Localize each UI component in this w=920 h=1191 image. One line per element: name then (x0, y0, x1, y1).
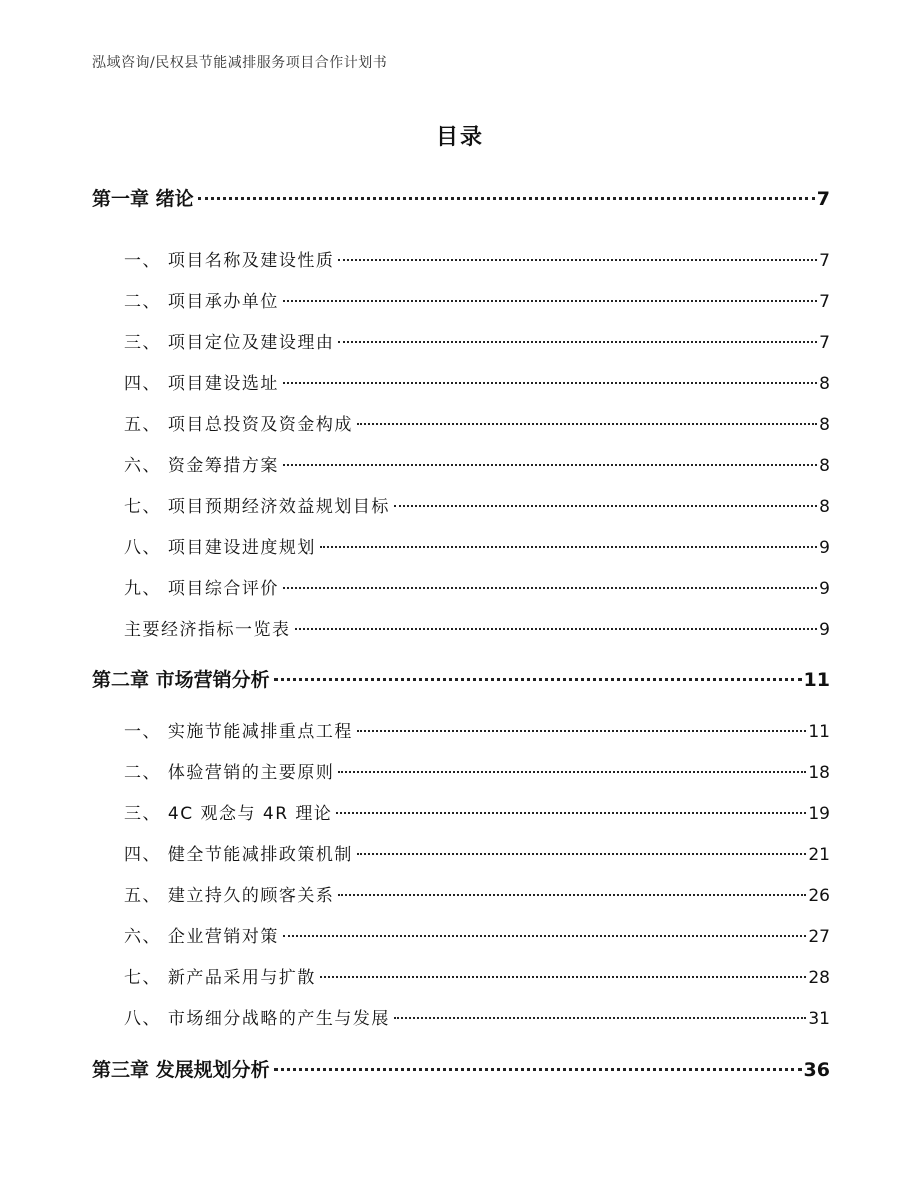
toc-section-entry[interactable] (124, 369, 830, 394)
toc-entry-label: 主要经济指标一览表 (124, 620, 291, 640)
toc-entry-label: 四、 健全节能减排政策机制 (124, 845, 353, 865)
toc-entry-label: 五、 项目总投资及资金构成 (124, 415, 353, 435)
dot-leader (338, 771, 806, 773)
toc-section-entry[interactable] (124, 328, 830, 353)
toc-page-number: 31 (808, 1009, 830, 1029)
toc-page-number: 7 (819, 251, 830, 271)
toc-entry-label: 一、 实施节能减排重点工程 (124, 722, 353, 742)
toc-section-entry[interactable] (124, 574, 830, 599)
toc-page-number: 8 (819, 456, 830, 476)
toc-page-number: 8 (819, 374, 830, 394)
toc-section-entry[interactable] (124, 840, 830, 865)
toc-entry-label: 二、 体验营销的主要原则 (124, 763, 335, 783)
toc-page-number: 7 (816, 188, 830, 210)
toc-entry-label: 七、 新产品采用与扩散 (124, 968, 316, 988)
toc-page-number: 18 (808, 763, 830, 783)
toc-page-number: 8 (819, 415, 830, 435)
toc-page-number: 9 (819, 579, 830, 599)
dot-leader (283, 464, 817, 466)
running-header: 泓域咨询/民权县节能减排服务项目合作计划书 (92, 55, 388, 71)
dot-leader (338, 259, 817, 261)
toc-section-entry[interactable] (124, 922, 830, 947)
dot-leader (394, 505, 817, 507)
toc-entry-label: 八、 项目建设进度规划 (124, 538, 316, 558)
toc-chapter-entry[interactable] (92, 665, 830, 692)
toc-page-number: 21 (808, 845, 830, 865)
toc-page-number: 7 (819, 292, 830, 312)
toc-section-entry[interactable] (124, 758, 830, 783)
toc-entry-label: 八、 市场细分战略的产生与发展 (124, 1009, 390, 1029)
toc-section-entry[interactable] (124, 287, 830, 312)
toc-section-entry[interactable] (124, 492, 830, 517)
dot-leader (394, 1017, 806, 1019)
page-title: 目录 (435, 125, 484, 150)
toc-entry-label: 六、 资金筹措方案 (124, 456, 279, 476)
toc-page-number: 26 (808, 886, 830, 906)
toc-page-number: 9 (819, 620, 830, 640)
toc-section-entry[interactable] (124, 533, 830, 558)
dot-leader (274, 678, 802, 681)
dot-leader (338, 894, 806, 896)
toc-section-entry[interactable] (124, 410, 830, 435)
toc-page-number: 7 (819, 333, 830, 353)
dot-leader (274, 1068, 802, 1071)
dot-leader (283, 382, 817, 384)
toc-entry-label: 五、 建立持久的顾客关系 (124, 886, 335, 906)
toc-entry-label: 四、 项目建设选址 (124, 374, 279, 394)
dot-leader (357, 730, 806, 732)
toc-entry-label: 第一章 绪论 (92, 188, 194, 210)
toc-entry-label: 一、 项目名称及建设性质 (124, 251, 335, 271)
dot-leader (283, 300, 817, 302)
toc-section-entry[interactable] (124, 615, 830, 640)
toc-section-entry[interactable] (124, 246, 830, 271)
toc-entry-label: 第三章 发展规划分析 (92, 1059, 270, 1081)
toc-page-number: 28 (808, 968, 830, 988)
toc-section-entry[interactable] (124, 963, 830, 988)
dot-leader (295, 628, 818, 630)
toc-section-entry[interactable] (124, 717, 830, 742)
toc-chapter-entry[interactable] (92, 184, 830, 211)
toc-entry-label: 二、 项目承办单位 (124, 292, 279, 312)
dot-leader (283, 935, 806, 937)
toc-entry-label: 九、 项目综合评价 (124, 579, 279, 599)
dot-leader (283, 587, 817, 589)
toc-entry-label: 第二章 市场营销分析 (92, 669, 270, 691)
dot-leader (357, 423, 817, 425)
toc-entry-label: 三、 4C 观念与 4R 理论 (124, 804, 333, 824)
dot-leader (320, 976, 806, 978)
dot-leader (338, 341, 817, 343)
dot-leader (357, 853, 806, 855)
toc-section-entry[interactable] (124, 799, 830, 824)
toc-section-entry[interactable] (124, 881, 830, 906)
dot-leader (336, 812, 806, 814)
toc-page-number: 8 (819, 497, 830, 517)
toc-chapter-entry[interactable] (92, 1055, 830, 1082)
toc-entry-label: 七、 项目预期经济效益规划目标 (124, 497, 390, 517)
toc-page-number: 11 (808, 722, 830, 742)
toc-entry-label: 六、 企业营销对策 (124, 927, 279, 947)
toc-page-number: 36 (803, 1059, 830, 1081)
toc-section-entry[interactable] (124, 451, 830, 476)
toc-entry-label: 三、 项目定位及建设理由 (124, 333, 335, 353)
toc-page-number: 11 (803, 669, 830, 691)
dot-leader (320, 546, 817, 548)
toc-page-number: 27 (808, 927, 830, 947)
toc-section-entry[interactable] (124, 1004, 830, 1029)
toc-page-number: 9 (819, 538, 830, 558)
toc-page-number: 19 (808, 804, 830, 824)
dot-leader (198, 197, 815, 200)
